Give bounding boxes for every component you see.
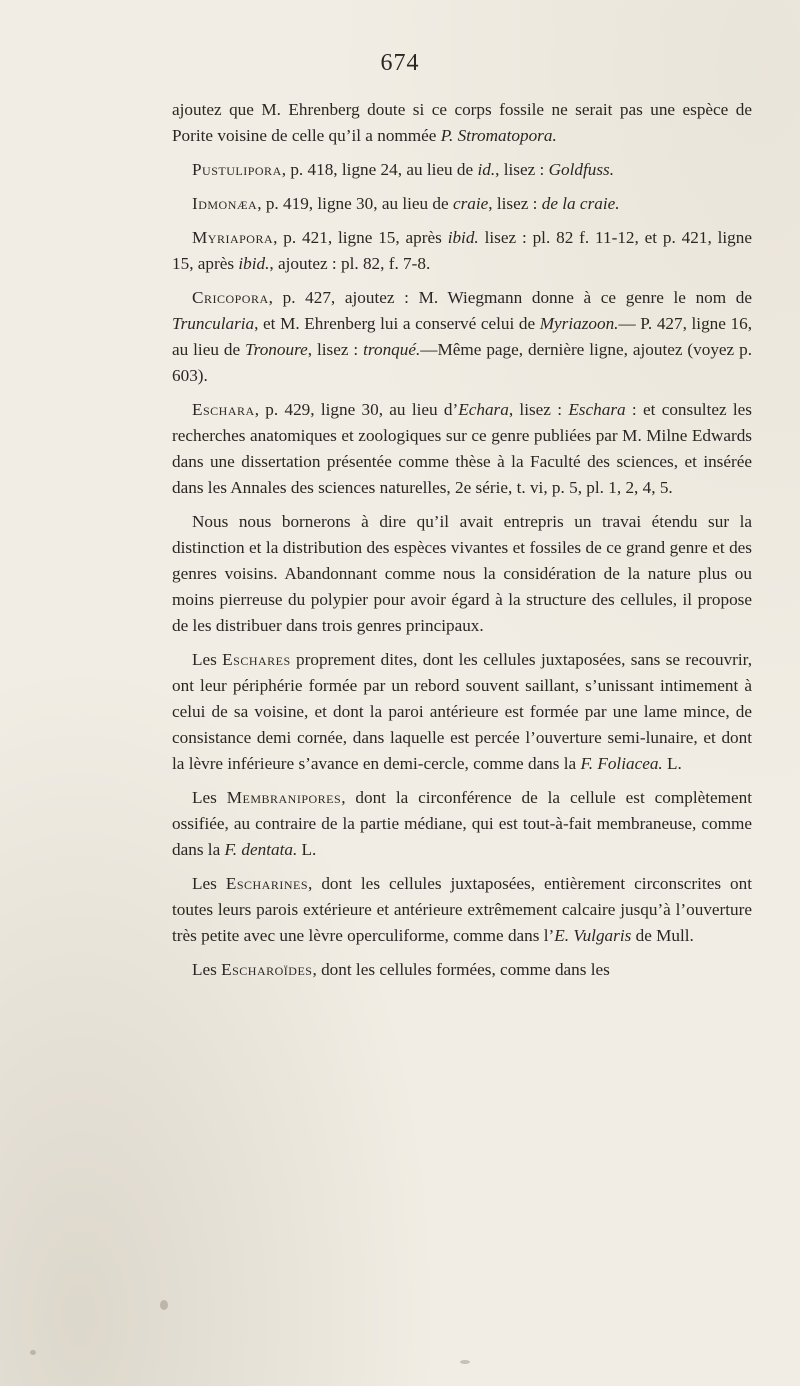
italic-text: Myriazoon. — [539, 314, 619, 333]
italic-text: P. Stromatopora. — [440, 126, 557, 145]
italic-text: ibid. — [447, 228, 479, 247]
text-run: , dont les cellules formées, comme dans les — [312, 960, 610, 979]
text-run: , p. 429, ligne 30, au lieu d’ — [254, 400, 459, 419]
genus-heading: Membranipores — [226, 788, 342, 807]
paragraph — [172, 191, 752, 217]
page-number: 674 — [380, 50, 420, 76]
italic-text: craie — [452, 194, 489, 213]
text-run: , lisez : — [307, 340, 364, 359]
genus-heading: Escharoïdes — [221, 960, 313, 979]
paragraph — [172, 785, 752, 863]
paragraph — [172, 225, 752, 277]
genus-heading: Idmonæa — [192, 194, 258, 213]
text-run: , et M. Ehrenberg lui a conservé celui de — [254, 314, 540, 333]
text-run: proprement dites, dont les cellules juxtaposées, sans se recouvrir, ont leur périphérie formée par un rebord souvent saillant, s’unissant intimement à celui de sa voisine, et dont la paroi antérieure est formée par une lame mince, de consistance demi cornée, dans laquelle est percée l’ouverture semi-lunaire, et dont la lèvre inférieure s’avance en demi-cercle, comme dans la — [172, 650, 752, 773]
paragraph — [172, 157, 752, 183]
text-run: , lisez : — [508, 400, 569, 419]
genus-heading: Myriapora — [192, 228, 274, 247]
text-run: , ajoutez : pl. 82, f. 7-8. — [269, 254, 431, 273]
text-run: , p. 421, ligne 15, après — [273, 228, 448, 247]
text-run: , lisez : — [495, 160, 549, 179]
genus-heading: Pustulipora — [192, 160, 282, 179]
text-run: Les — [192, 650, 223, 669]
text-run: lisez : pl. 82 f. 11-12, et p. 421, ligne 15, après — [172, 228, 752, 273]
text-run: L. — [297, 840, 317, 859]
italic-text: Eschara — [568, 400, 626, 419]
italic-text: F. dentata. — [224, 840, 298, 859]
italic-text: ibid. — [238, 254, 270, 273]
italic-text: Truncularia — [172, 314, 255, 333]
text-run: ajoutez que M. Ehrenberg doute si ce corps fossile ne serait pas une espèce de Porite voisine de celle qu’il a nommée — [172, 100, 752, 145]
text-run: Les — [192, 874, 226, 893]
genus-heading: Eschara — [192, 400, 255, 419]
paragraph — [172, 957, 752, 983]
text-run: —Même page, dernière ligne, ajoutez (voyez p. 603). — [172, 340, 753, 385]
italic-text: E. Vulgaris — [554, 926, 632, 945]
italic-text: de la craie. — [541, 194, 620, 213]
paragraph — [172, 397, 752, 501]
text-run: L. — [662, 754, 682, 773]
genus-heading: Eschares — [222, 650, 291, 669]
text-run: , dont la circonférence de la cellule est complètement ossifiée, au contraire de la partie médiane, qui est tout-à-fait membraneuse, comme dans la — [172, 788, 752, 859]
body-text — [172, 97, 752, 991]
paragraph — [172, 509, 752, 639]
italic-text: Echara — [458, 400, 509, 419]
italic-text: Tronoure — [245, 340, 308, 359]
paragraph — [172, 97, 752, 149]
text-run: — P. 427, ligne 16, au lieu de — [172, 314, 752, 359]
italic-text: id. — [477, 160, 496, 179]
paper-stain — [460, 1360, 470, 1364]
text-run: Les — [192, 788, 227, 807]
text-run: , p. 418, ligne 24, au lieu de — [281, 160, 478, 179]
paper-stain — [160, 1300, 168, 1310]
italic-text: F. Foliacea. — [580, 754, 663, 773]
text-run: , lisez : — [488, 194, 542, 213]
paragraph — [172, 647, 752, 777]
text-run: Nous nous bornerons à dire qu’il avait entrepris un travai étendu sur la distinction et la distribution des espèces vivantes et fossiles de ce grand genre et des genres voisins. Abandonnant comme nous la considération de la nature plus ou moins pierreuse du polypier pour avoir égard à la structure des cellules, il propose de les distribuer dans trois genres principaux. — [172, 512, 752, 635]
genus-heading: Escharines — [225, 874, 309, 893]
text-run: Les — [192, 960, 222, 979]
italic-text: Goldfuss. — [548, 160, 615, 179]
paragraph — [172, 285, 752, 389]
italic-text: tronqué. — [363, 340, 421, 359]
paper-stain — [30, 1350, 36, 1355]
genus-heading: Cricopora — [192, 288, 269, 307]
text-run: , dont les cellules juxtaposées, entièrement circonscrites ont toutes leurs parois extérieure et antérieure extrêmement calcaire jusqu’à l’ouverture très petite avec une lèvre operculiforme, comme dans l’ — [172, 874, 752, 945]
text-run: de Mull. — [631, 926, 694, 945]
text-run: , p. 427, ajoutez : M. Wiegmann donne à ce genre le nom de — [268, 288, 752, 307]
text-run: : et consultez les recherches anatomiques et zoologiques sur ce genre publiées par M. Milne Edwards dans une dissertation présentée comme thèse à la Faculté des sciences, et insérée dans les Annales des sciences naturelles, 2e série, t. vi, p. 5, pl. 1, 2, 4, 5. — [172, 400, 752, 497]
paragraph — [172, 871, 752, 949]
text-run: , p. 419, ligne 30, au lieu de — [257, 194, 453, 213]
